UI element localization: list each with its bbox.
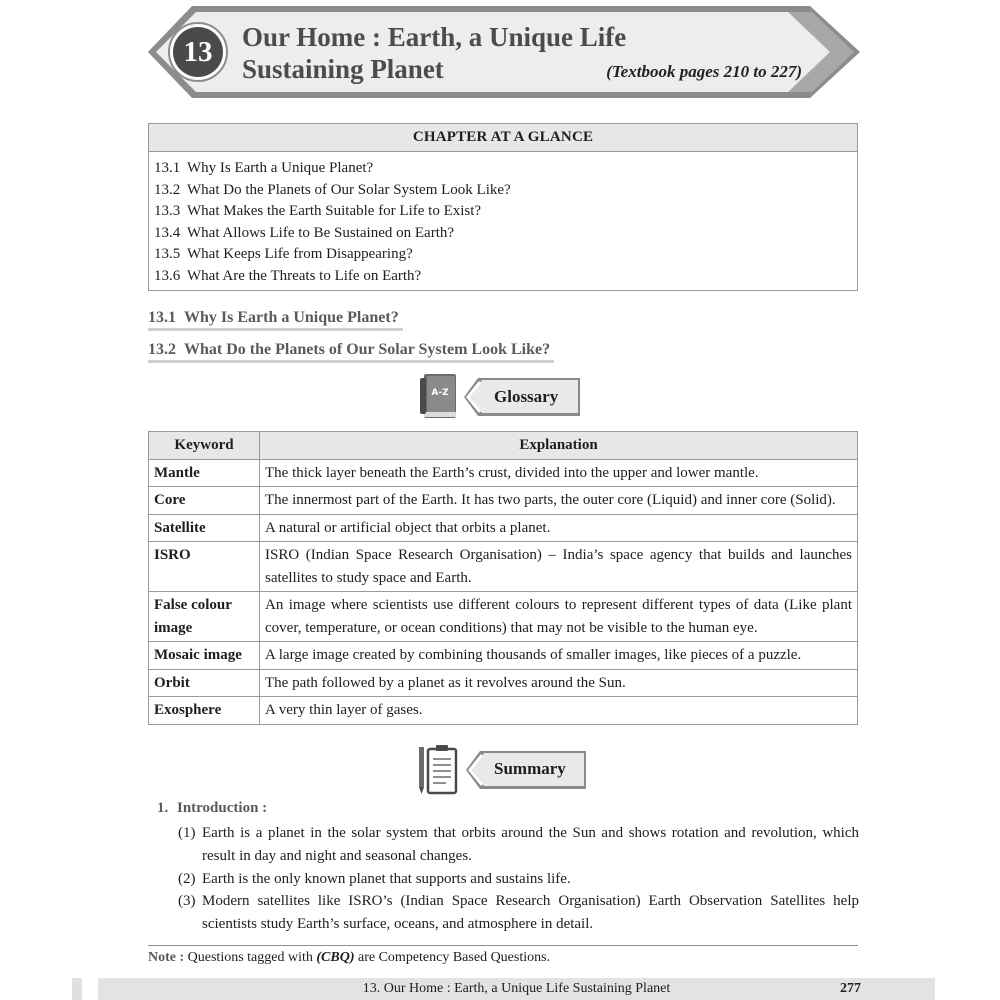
explanation-cell: The innermost part of the Earth. It has two parts, the outer core (Liquid) and inner core (Solid). <box>260 487 858 515</box>
subheading-text: Introduction : <box>177 800 268 816</box>
glance-item-text: Why Is Earth a Unique Planet? <box>187 160 374 176</box>
table-header-row <box>149 432 858 460</box>
page-number: 277 <box>840 981 861 996</box>
section-number: 13.2 <box>148 341 176 358</box>
table-row <box>149 669 858 697</box>
glance-item-number: 13.3 <box>154 203 181 220</box>
list-item <box>178 868 859 891</box>
chapter-number: 13 <box>183 35 213 68</box>
table-row <box>149 642 858 670</box>
keyword-cell: Orbit <box>149 669 260 697</box>
table-row <box>149 697 858 725</box>
note-divider <box>148 945 858 946</box>
glance-item-number: 13.6 <box>154 267 181 284</box>
note-label: Note : <box>148 950 185 965</box>
section-title: What Do the Planets of Our Solar System Look Like? <box>184 341 551 358</box>
glance-item-text: What Keeps Life from Disappearing? <box>187 246 413 263</box>
glance-item-number: 13.1 <box>154 160 181 176</box>
list-item <box>178 890 859 936</box>
glossary-label: Glossary <box>494 387 559 406</box>
point-text: Earth is a planet in the solar system that orbits around the Sun and shows rotation and revolution, which result in day and night and seasonal changes. <box>202 825 859 864</box>
table-row <box>149 487 858 515</box>
glossary-table <box>148 431 858 725</box>
glance-list <box>149 152 857 288</box>
table-row <box>149 542 858 592</box>
explanation-cell: A large image created by combining thousands of smaller images, like pieces of a puzzle. <box>260 642 858 670</box>
explanation-cell: The path followed by a planet as it revolves around the Sun. <box>260 669 858 697</box>
textbook-pages-ref: (Textbook pages 210 to 227) <box>606 62 802 81</box>
glance-item <box>154 266 857 288</box>
chapter-header-banner <box>148 4 860 100</box>
point-text: Modern satellites like ISRO’s (Indian Space Research Organisation) Earth Observation Satellites help scientists study Earth’s surface, oceans, and atmosphere in detail. <box>202 893 859 933</box>
glance-item-number: 13.5 <box>154 246 181 263</box>
glance-item <box>154 158 857 180</box>
keyword-cell: Mantle <box>149 459 260 487</box>
glossary-tag <box>418 372 584 422</box>
point-number: (1) <box>178 825 196 841</box>
page-footer <box>98 978 935 1000</box>
point-number: (3) <box>178 893 196 910</box>
glance-item-number: 13.4 <box>154 224 181 241</box>
explanation-cell: ISRO (Indian Space Research Organisation) – India’s space agency that builds and launches satellites to study space and Earth. <box>260 542 858 592</box>
explanation-cell: A very thin layer of gases. <box>260 697 858 725</box>
keyword-cell: Mosaic image <box>149 642 260 670</box>
point-number: (2) <box>178 870 196 887</box>
note-cbq-tag: (CBQ) <box>316 950 355 965</box>
glance-item-text: What Do the Planets of Our Solar System Look Like? <box>187 181 511 198</box>
point-text: Earth is the only known planet that supports and sustains life. <box>202 870 571 887</box>
section-heading-13-2 <box>148 339 554 363</box>
note <box>148 950 550 966</box>
table-row <box>149 592 858 642</box>
glance-item <box>154 223 857 245</box>
glance-item <box>154 201 857 223</box>
section-heading-13-1 <box>148 307 403 331</box>
page-edge-strip <box>72 978 82 1000</box>
explanation-cell: A natural or artificial object that orbits a planet. <box>260 514 858 542</box>
section-title: Why Is Earth a Unique Planet? <box>184 309 399 326</box>
table-row <box>149 514 858 542</box>
keyword-cell: False colour image <box>149 592 260 642</box>
keyword-cell: ISRO <box>149 542 260 592</box>
chapter-at-a-glance-box <box>148 123 858 291</box>
glance-item <box>154 180 857 202</box>
notepad-pen-icon <box>419 745 456 794</box>
glance-heading: CHAPTER AT A GLANCE <box>149 124 857 152</box>
keyword-cell: Core <box>149 487 260 515</box>
summary-points <box>178 822 859 936</box>
footer-chapter-title: 13. Our Home : Earth, a Unique Life Sustaining Planet <box>362 981 671 996</box>
section-number: 13.1 <box>148 309 176 326</box>
keyword-cell: Satellite <box>149 514 260 542</box>
chapter-title-line-1: Our Home : Earth, a Unique Life <box>242 22 627 52</box>
book-icon <box>420 374 456 418</box>
explanation-cell: The thick layer beneath the Earth’s crust, divided into the upper and lower mantle. <box>260 459 858 487</box>
column-header-explanation: Explanation <box>260 432 858 460</box>
note-text-before: Questions tagged with <box>187 950 313 965</box>
list-item <box>178 822 859 868</box>
explanation-cell: An image where scientists use different colours to represent different types of data (Like plant cover, temperature, or ocean conditions) that may not be visible to the human eye. <box>260 592 858 642</box>
glance-item-text: What Allows Life to Be Sustained on Earth? <box>187 224 455 241</box>
glance-item <box>154 244 857 266</box>
glance-item-text: What Are the Threats to Life on Earth? <box>187 267 422 284</box>
subheading-number: 1. <box>157 800 169 816</box>
book-icon-text: A-Z <box>431 388 449 398</box>
summary-subheading <box>157 800 267 817</box>
chapter-title-line-2: Sustaining Planet <box>242 54 444 84</box>
glance-item-text: What Makes the Earth Suitable for Life to Exist? <box>187 203 482 220</box>
keyword-cell: Exosphere <box>149 697 260 725</box>
column-header-keyword: Keyword <box>149 432 260 460</box>
note-text-after: are Competency Based Questions. <box>358 950 551 965</box>
glance-item-number: 13.2 <box>154 181 181 198</box>
table-row <box>149 459 858 487</box>
summary-tag <box>414 741 590 797</box>
summary-label: Summary <box>494 759 566 778</box>
